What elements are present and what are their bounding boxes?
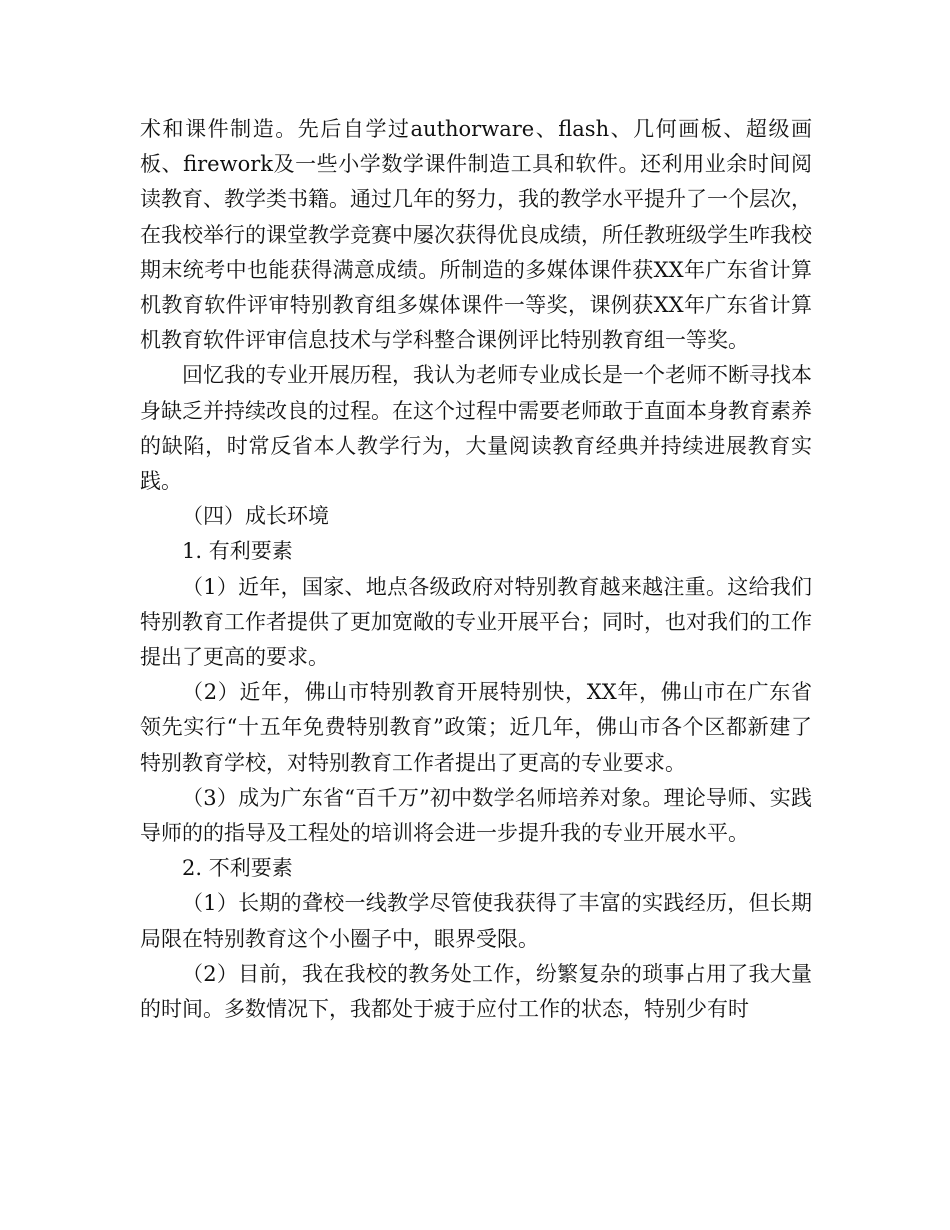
paragraph-favorable-3: （3）成为广东省“百千万”初中数学名师培养对象。理论导师、实践导师的的指导及工程处的培训将会进一步提升我的专业开展水平。 <box>140 785 812 846</box>
paragraph-unfavorable-1: （1）长期的聋校一线教学尽管使我获得了丰富的实践经历，但长期局限在特别教育这个小圈子中，眼界受限。 <box>140 891 812 951</box>
paragraph-favorable-1: （1）近年，国家、地点各级政府对特别教育越来越注重。这给我们特别教育工作者提供了更加宽敞的专业开展平台；同时，也对我们的工作提出了更高的要求。 <box>140 574 812 670</box>
section-heading-growth-environment: （四）成长环境 <box>182 504 329 529</box>
paragraph-2: 回忆我的专业开展历程，我认为老师专业成长是一个老师不断寻找本身缺乏并持续改良的过程。在这个过程中需要老师敢于直面本身教育素养的缺陷，时常反省本人教学行为，大量阅读教育经典并持续进展教育实践。 <box>140 363 812 494</box>
paragraph-unfavorable-2: （2）目前，我在我校的教务处工作，纷繁复杂的琐事占用了我大量的时间。多数情况下，我都处于疲于应付工作的状态，特别少有时 <box>140 961 812 1022</box>
paragraph-favorable-2: （2）近年，佛山市特别教育开展特别快，XX年，佛山市在广东省领先实行“十五年免费特别教育”政策；近几年，佛山市各个区都新建了特别教育学校，对特别教育工作者提出了更高的专业要求。 <box>140 680 812 775</box>
document-body <box>140 112 812 1027</box>
paragraph-1: 术和课件制造。先后自学过authorware、flash、几何画板、超级画板、firework及一些小学数学课件制造工具和软件。还利用业余时间阅读教育、教学类书籍。通过几年的努力，我的教学水平提升了一个层次，在我校举行的课堂教学竞赛中屡次获得优良成绩，所任教班级学生咋我校期末统考中也能获得满意成绩。所制造的多媒体课件获XX年广东省计算机教育软件评审特别教育组多媒体课件一等奖，课例获XX年广东省计算机教育软件评审信息技术与学科整合课例评比特别教育组一等奖。 <box>140 117 812 353</box>
subheading-favorable-factors: 1. 有利要素 <box>182 539 293 564</box>
subheading-unfavorable-factors: 2. 不利要素 <box>182 856 293 881</box>
